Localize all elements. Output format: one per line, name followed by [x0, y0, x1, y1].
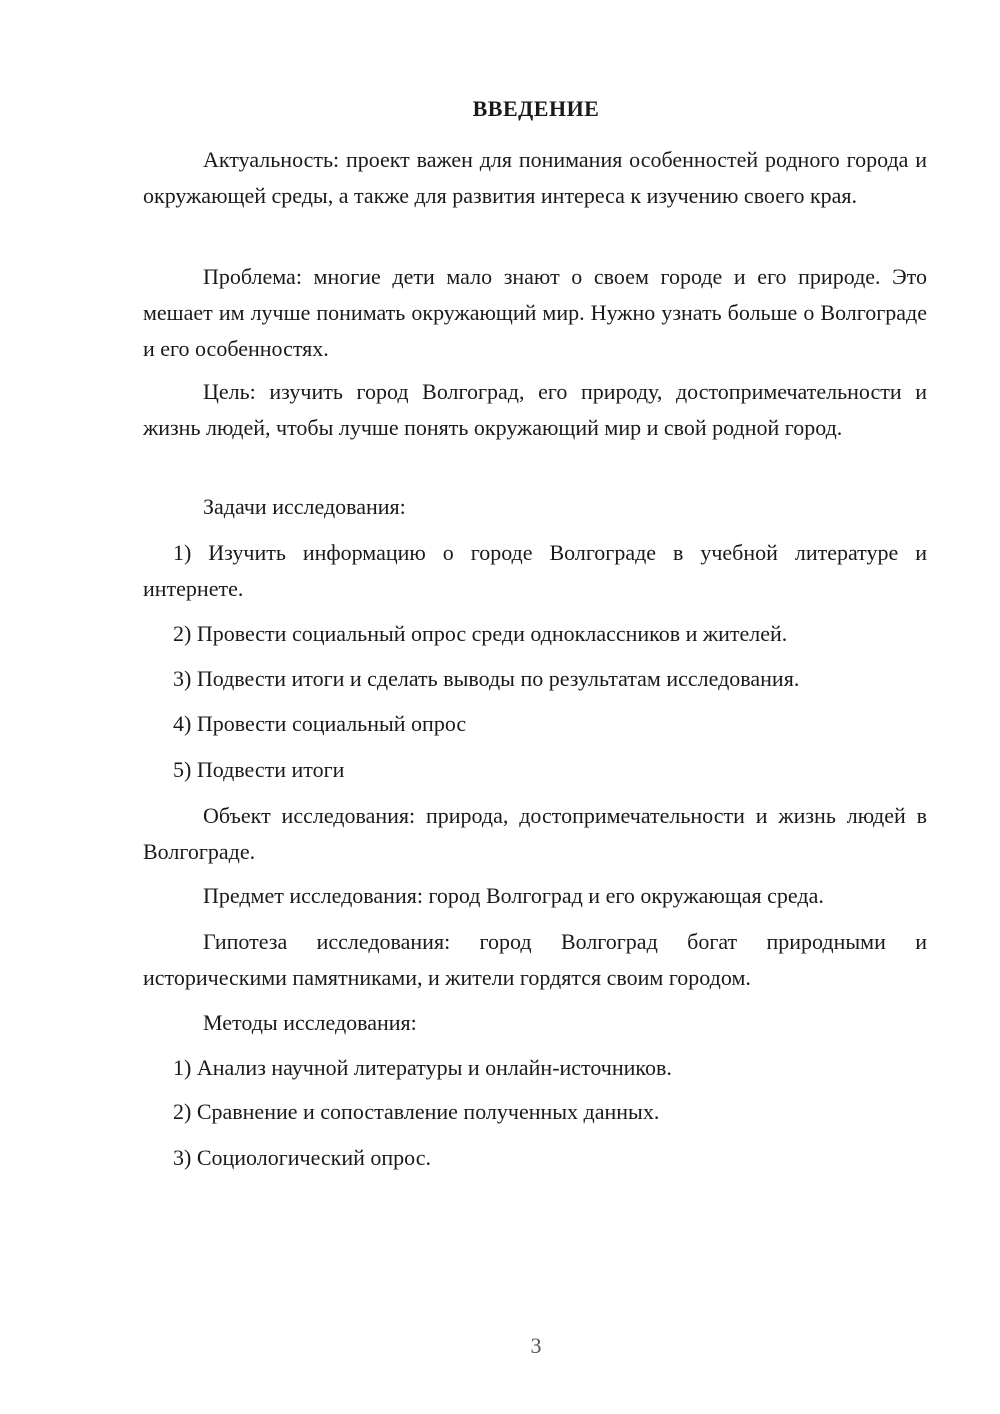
method-item-1: 1) Анализ научной литературы и онлайн-источников. [173, 1055, 672, 1080]
tasks-heading: Задачи исследования: [203, 494, 406, 519]
task-item-1: 1) Изучить информацию о городе Волгограде в учебной литературе и интернете. [143, 540, 927, 601]
subject-paragraph: Предмет исследования: город Волгоград и его окружающая среда. [203, 883, 824, 908]
method-item-2: 2) Сравнение и сопоставление полученных данных. [173, 1099, 660, 1124]
goal-paragraph: Цель: изучить город Волгоград, его природу, достопримечательности и жизнь людей, чтобы лучше понять окружающий мир и свой родной город. [143, 379, 927, 440]
task-item-4: 4) Провести социальный опрос [173, 711, 467, 736]
problem-paragraph: Проблема: многие дети мало знают о своем городе и его природе. Это мешает им лучше понимать окружающий мир. Нужно узнать больше о Волгограде и его особенностях. [143, 264, 927, 361]
methods-heading: Методы исследования: [203, 1010, 417, 1035]
relevance-paragraph: Актуальность: проект важен для понимания особенностей родного города и окружающей среды, а также для развития интереса к изучению своего края. [143, 147, 927, 208]
task-item-2: 2) Провести социальный опрос среди одноклассников и жителей. [173, 621, 788, 646]
hypothesis-paragraph: Гипотеза исследования: город Волгоград богат природными и историческими памятниками, и жители гордятся своим городом. [143, 929, 927, 990]
method-item-3: 3) Социологический опрос. [173, 1145, 431, 1170]
object-paragraph: Объект исследования: природа, достопримечательности и жизнь людей в Волгограде. [143, 803, 927, 864]
section-heading: ВВЕДЕНИЕ [472, 96, 600, 121]
task-item-3: 3) Подвести итоги и сделать выводы по результатам исследования. [173, 666, 800, 691]
task-item-5: 5) Подвести итоги [173, 757, 345, 782]
page-number: 3 [530, 1333, 542, 1358]
